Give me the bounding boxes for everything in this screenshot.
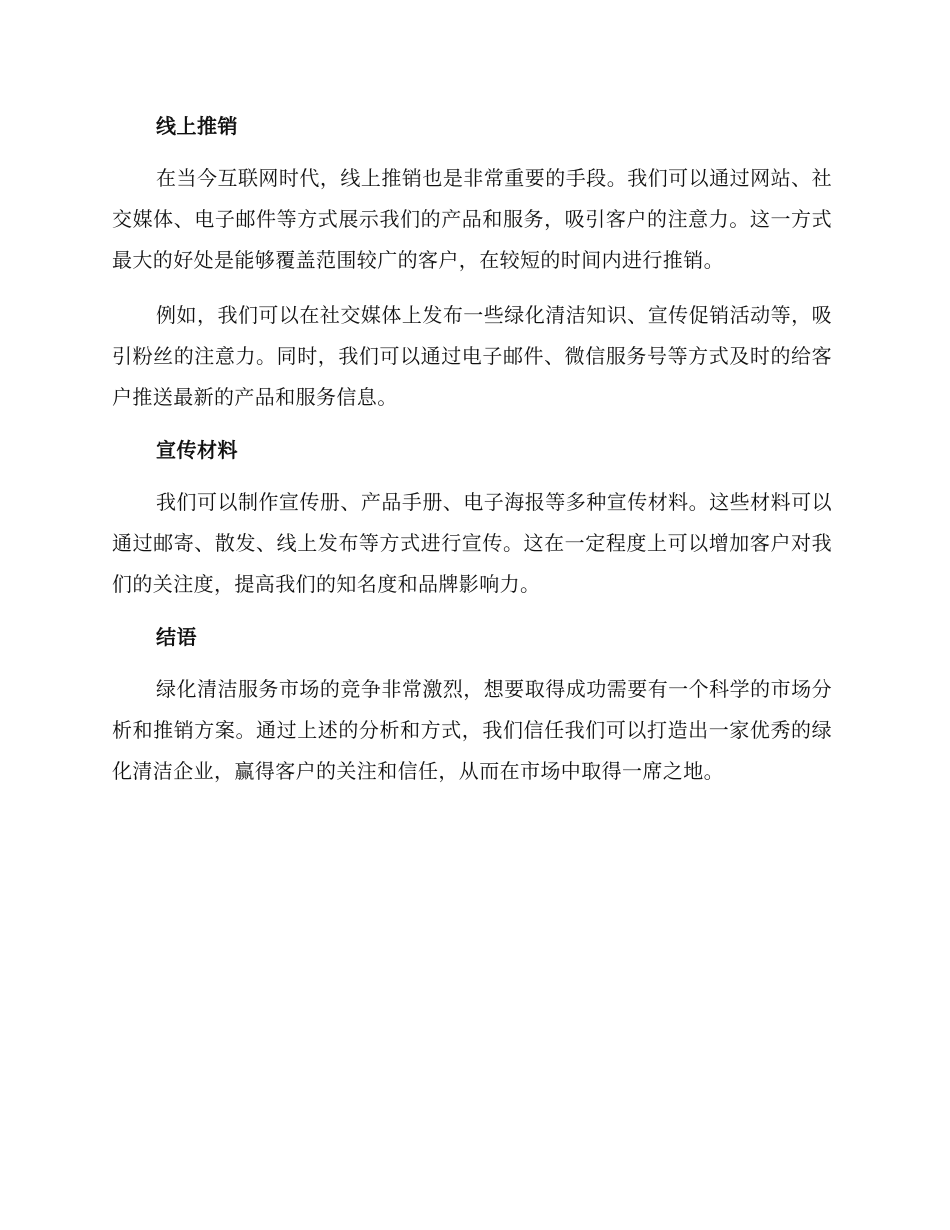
section-online-promotion <box>112 108 832 418</box>
document-page <box>112 108 832 806</box>
section-promotional-materials <box>112 432 832 605</box>
paragraph: 绿化清洁服务市场的竞争非常激烈，想要取得成功需要有一个科学的市场分析和推销方案。通过上述的分析和方式，我们信任我们可以打造出一家优秀的绿化清洁企业，赢得客户的关注和信任，从而在市场中取得一席之地。 <box>112 677 832 783</box>
section-conclusion <box>112 619 832 792</box>
paragraph: 我们可以制作宣传册、产品手册、电子海报等多种宣传材料。这些材料可以通过邮寄、散发、线上发布等方式进行宣传。这在一定程度上可以增加客户对我们的关注度，提高我们的知名度和品牌影响力。 <box>112 490 832 596</box>
section-heading: 线上推销 <box>156 114 238 138</box>
section-heading: 结语 <box>156 625 197 649</box>
paragraph: 例如，我们可以在社交媒体上发布一些绿化清洁知识、宣传促销活动等，吸引粉丝的注意力。同时，我们可以通过电子邮件、微信服务号等方式及时的给客户推送最新的产品和服务信息。 <box>112 303 832 409</box>
paragraph: 在当今互联网时代，线上推销也是非常重要的手段。我们可以通过网站、社交媒体、电子邮件等方式展示我们的产品和服务，吸引客户的注意力。这一方式最大的好处是能够覆盖范围较广的客户，在较短的时间内进行推销。 <box>112 166 832 272</box>
section-heading: 宣传材料 <box>156 438 238 462</box>
